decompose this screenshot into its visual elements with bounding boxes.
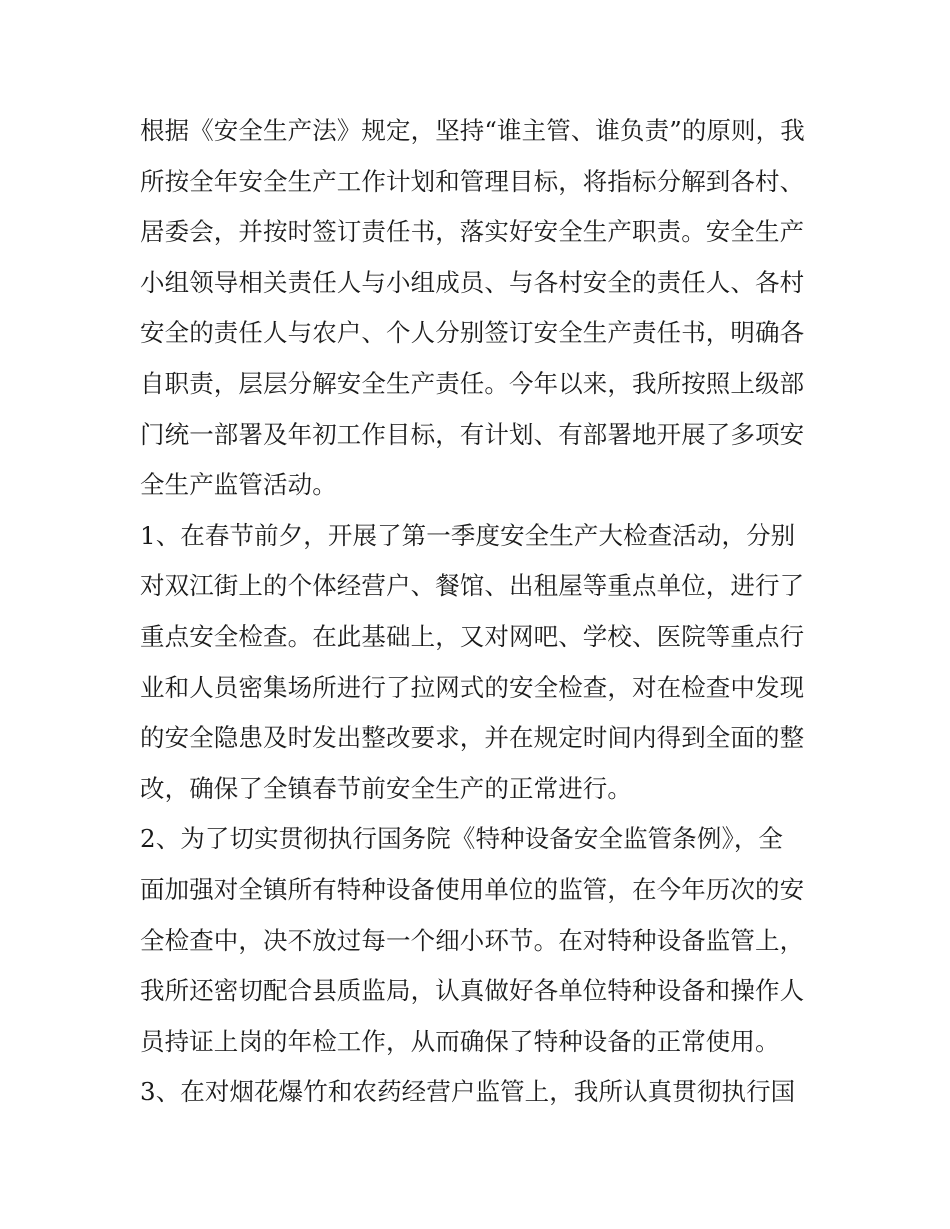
- text-line: 全检查中，决不放过每一个细小环节。在对特种设备监管上，: [140, 925, 805, 955]
- text-line: 业和人员密集场所进行了拉网式的安全检查，对在检查中发现: [140, 672, 805, 702]
- text-line: 安全的责任人与农户、个人分别签订安全生产责任书，明确各: [140, 318, 805, 348]
- text-line: 1、在春节前夕，开展了第一季度安全生产大检查活动，分别: [140, 520, 796, 550]
- text-line: 居委会，并按时签订责任书，落实好安全生产职责。安全生产: [140, 217, 805, 247]
- text-line: 对双江街上的个体经营户、餐馆、出租屋等重点单位，进行了: [140, 571, 805, 601]
- body-text: [140, 106, 820, 1118]
- text-line: 根据《安全生产法》规定，坚持“谁主管、谁负责”的原则，我: [140, 116, 805, 145]
- text-line: 全生产监管活动。: [140, 470, 337, 500]
- text-line: 2、为了切实贯彻执行国务院《特种设备安全监管条例》，全: [140, 824, 784, 854]
- text-line: 门统一部署及年初工作目标，有计划、有部署地开展了多项安: [140, 419, 805, 449]
- text-line: 所按全年安全生产工作计划和管理目标，将指标分解到各村、: [140, 166, 805, 196]
- text-line: 3、在对烟花爆竹和农药经营户监管上，我所认真贯彻执行国: [140, 1077, 796, 1107]
- text-line: 自职责，层层分解安全生产责任。今年以来，我所按照上级部: [140, 368, 805, 398]
- text-line: 的安全隐患及时发出整改要求，并在规定时间内得到全面的整: [140, 723, 805, 753]
- text-line: 重点安全检查。在此基础上，又对网吧、学校、医院等重点行: [140, 621, 805, 651]
- text-line: 改，确保了全镇春节前安全生产的正常进行。: [140, 773, 632, 803]
- text-line: 小组领导相关责任人与小组成员、与各村安全的责任人、各村: [140, 267, 805, 297]
- text-line: 我所还密切配合县质监局，认真做好各单位特种设备和操作人: [140, 976, 805, 1006]
- text-line: 面加强对全镇所有特种设备使用单位的监管，在今年历次的安: [140, 874, 805, 904]
- text-line: 员持证上岗的年检工作，从而确保了特种设备的正常使用。: [140, 1026, 780, 1056]
